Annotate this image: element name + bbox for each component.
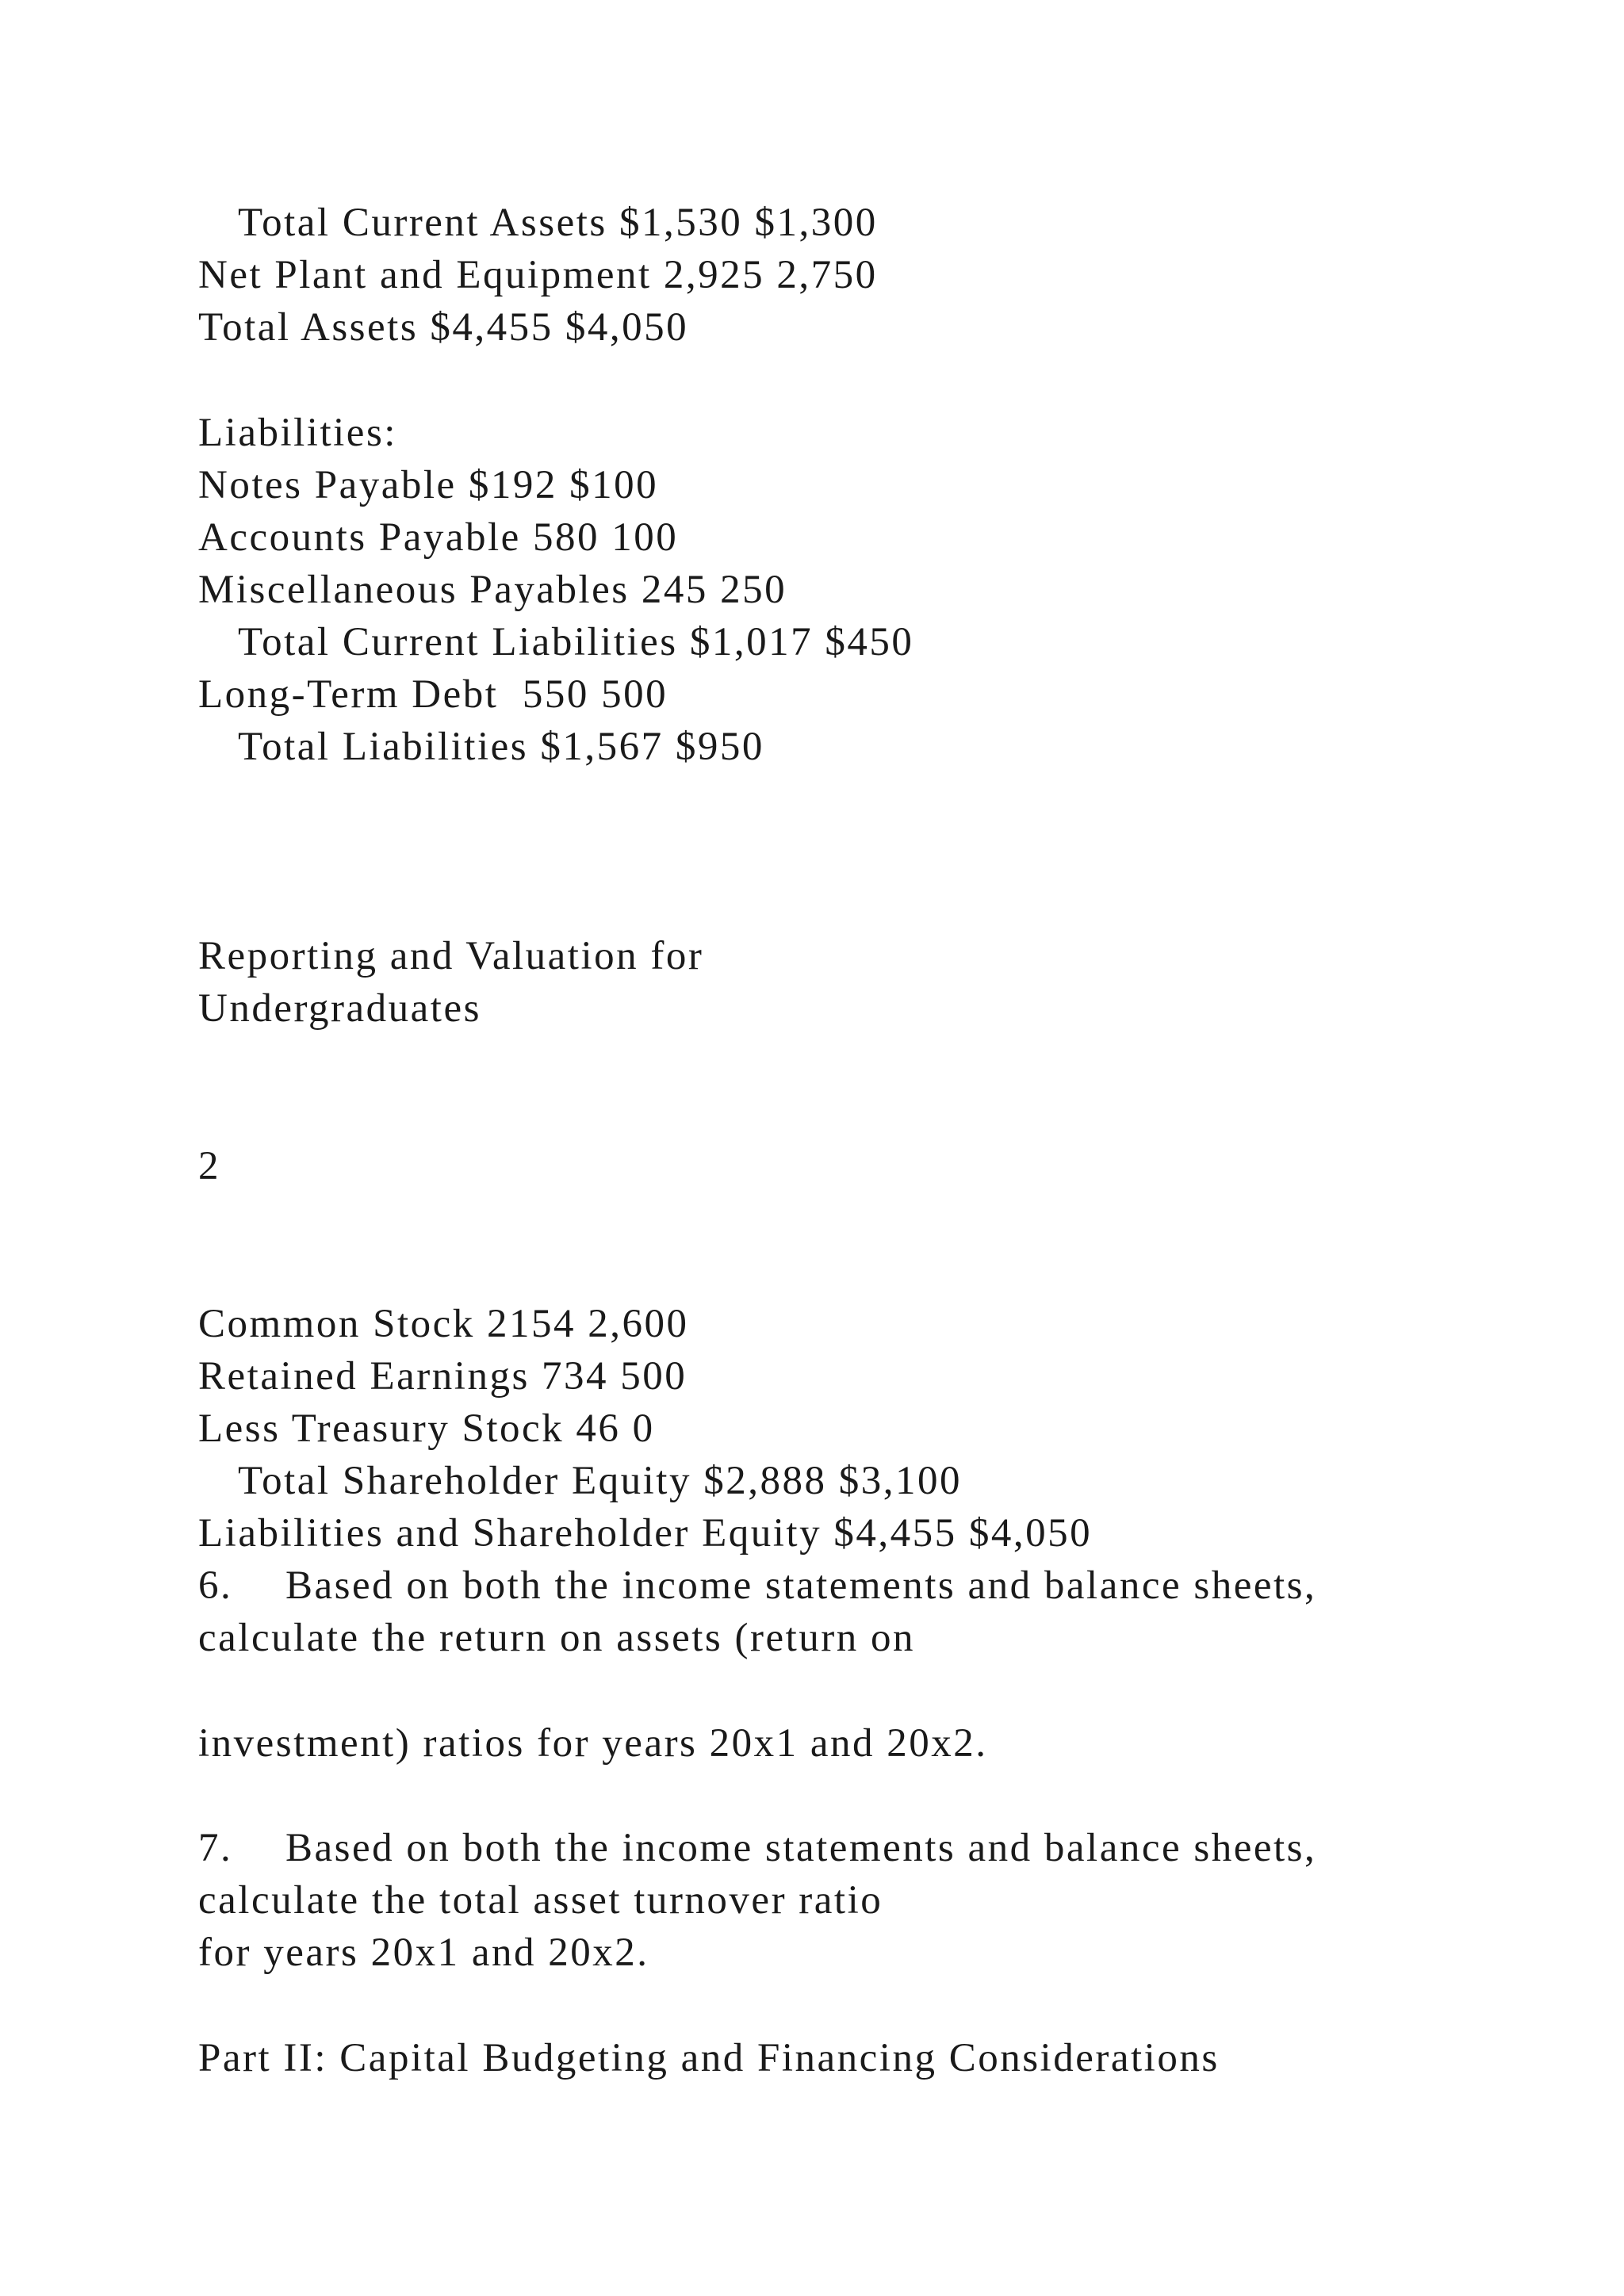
total-current-liabilities-line: Total Current Liabilities $1,017 $450	[238, 620, 914, 664]
total-shareholder-equity-line: Total Shareholder Equity $2,888 $3,100	[238, 1459, 962, 1503]
net-plant-equipment-line: Net Plant and Equipment 2,925 2,750	[198, 253, 878, 297]
question-6-number: 6.	[198, 1563, 233, 1608]
question-6-line-3: investment) ratios for years 20x1 and 20x2.	[198, 1721, 988, 1766]
treasury-stock-line: Less Treasury Stock 46 0	[198, 1406, 655, 1451]
long-term-debt-line: Long-Term Debt 550 500	[198, 672, 668, 717]
total-current-assets-line: Total Current Assets $1,530 $1,300	[238, 201, 878, 245]
total-assets-line: Total Assets $4,455 $4,050	[198, 305, 689, 350]
liabilities-and-equity-line: Liabilities and Shareholder Equity $4,455 $4,050	[198, 1511, 1093, 1556]
common-stock-line: Common Stock 2154 2,600	[198, 1302, 689, 1346]
part-2-heading: Part II: Capital Budgeting and Financing Considerations	[198, 2036, 1220, 2080]
accounts-payable-line: Accounts Payable 580 100	[198, 515, 679, 560]
notes-payable-line: Notes Payable $192 $100	[198, 463, 659, 507]
liabilities-heading: Liabilities:	[198, 411, 397, 455]
total-liabilities-line: Total Liabilities $1,567 $950	[238, 725, 764, 769]
retained-earnings-line: Retained Earnings 734 500	[198, 1354, 688, 1399]
question-7-line-3: for years 20x1 and 20x2.	[198, 1931, 649, 1975]
question-6-line-1	[198, 1559, 1316, 1612]
footer-title-line-2: Undergraduates	[198, 986, 481, 1031]
question-7-line-2: calculate the total asset turnover ratio	[198, 1878, 883, 1923]
question-7-text-1: Based on both the income statements and balance sheets,	[285, 1826, 1317, 1870]
question-7-line-1	[198, 1822, 1316, 1874]
question-6-line-2: calculate the return on assets (return on	[198, 1616, 916, 1660]
question-6-text-1: Based on both the income statements and balance sheets,	[285, 1563, 1317, 1608]
footer-title-line-1: Reporting and Valuation for	[198, 934, 704, 978]
question-7-number: 7.	[198, 1826, 233, 1870]
page-number: 2	[198, 1144, 220, 1188]
misc-payables-line: Miscellaneous Payables 245 250	[198, 568, 787, 612]
